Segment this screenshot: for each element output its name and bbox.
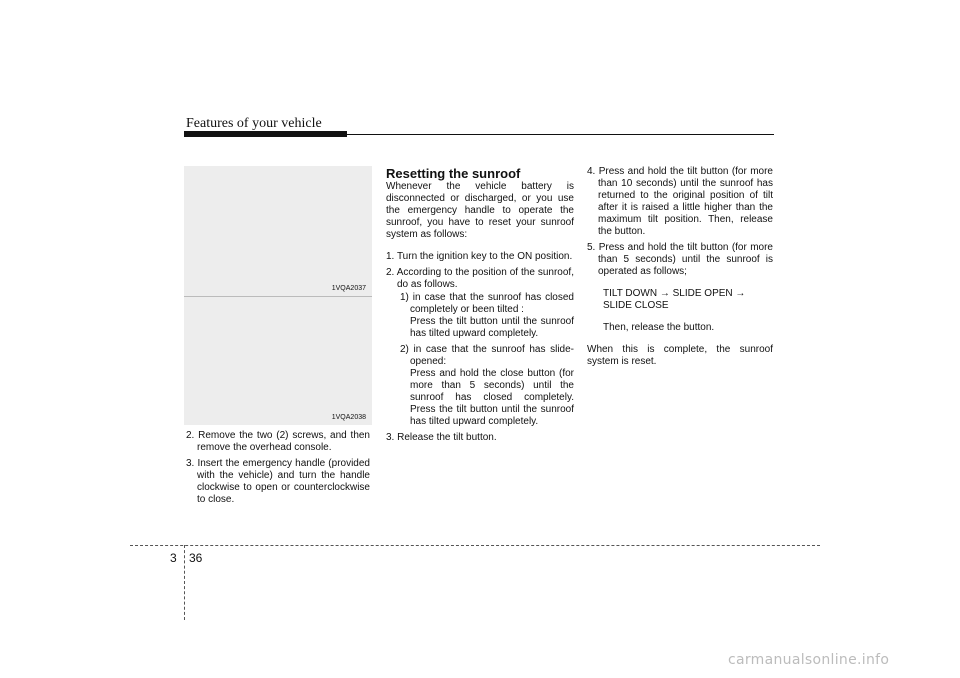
figure-overhead-console — [184, 166, 372, 296]
substep-1: 1) in case that the sunroof has closed completely or been tilted : — [400, 292, 574, 315]
intro-paragraph: Whenever the vehicle battery is disconnected or discharged, or you use the emergency handle to operate the sunroof, you have to reset your sunroof system as follows: — [386, 181, 574, 240]
step-2: 2. Remove the two (2) screws, and then remove the overhead console. — [186, 430, 370, 453]
section-title: Resetting the sunroof — [386, 166, 521, 181]
watermark: carmanualsonline.info — [728, 652, 890, 668]
step-3: 3. Insert the emergency handle (provided with the vehicle) and turn the handle clockwise to open or counterclockwise to close. — [186, 458, 370, 505]
column-middle — [386, 166, 574, 448]
page-header-title: Features of your vehicle — [186, 116, 322, 131]
step-2: 2. According to the position of the sunroof, do as follows. — [386, 267, 574, 290]
figure-code: 1VQA2038 — [331, 414, 366, 421]
release-instruction: Then, release the button. — [603, 322, 715, 333]
column-left — [186, 430, 370, 510]
substep-2-body: Press and hold the close button (for more than 5 seconds) until the sunroof has closed completely. Press the tilt button until the sunroof has tilted upward completely. — [410, 368, 574, 427]
step-5: 5. Press and hold the tilt button (for more than 5 seconds) until the sunroof is operated as follows; — [587, 242, 773, 277]
column-right — [587, 166, 773, 368]
header-rule — [184, 134, 774, 135]
chapter-number: 3 — [170, 551, 177, 565]
substep-1-body: Press the tilt button until the sunroof has tilted upward completely. — [410, 316, 574, 339]
footer-vertical-divider — [184, 545, 185, 620]
footer-divider — [130, 545, 820, 546]
step-3: 3. Release the tilt button. — [386, 432, 497, 443]
figure-emergency-handle — [184, 296, 372, 425]
figure-code: 1VQA2037 — [331, 285, 366, 292]
step-1: 1. Turn the ignition key to the ON position. — [386, 251, 573, 262]
page-number: 36 — [189, 551, 203, 565]
step-4: 4. Press and hold the tilt button (for more than 10 seconds) until the sunroof has returned to the original position of tilt after it is raised a little higher than the maximum tilt position. Then, release the button. — [587, 166, 773, 237]
substep-2: 2) in case that the sunroof has slide-opened: — [400, 344, 574, 367]
outro-paragraph: When this is complete, the sunroof system is reset. — [587, 344, 773, 367]
operation-sequence: TILT DOWN → SLIDE OPEN → SLIDE CLOSE — [603, 288, 746, 311]
